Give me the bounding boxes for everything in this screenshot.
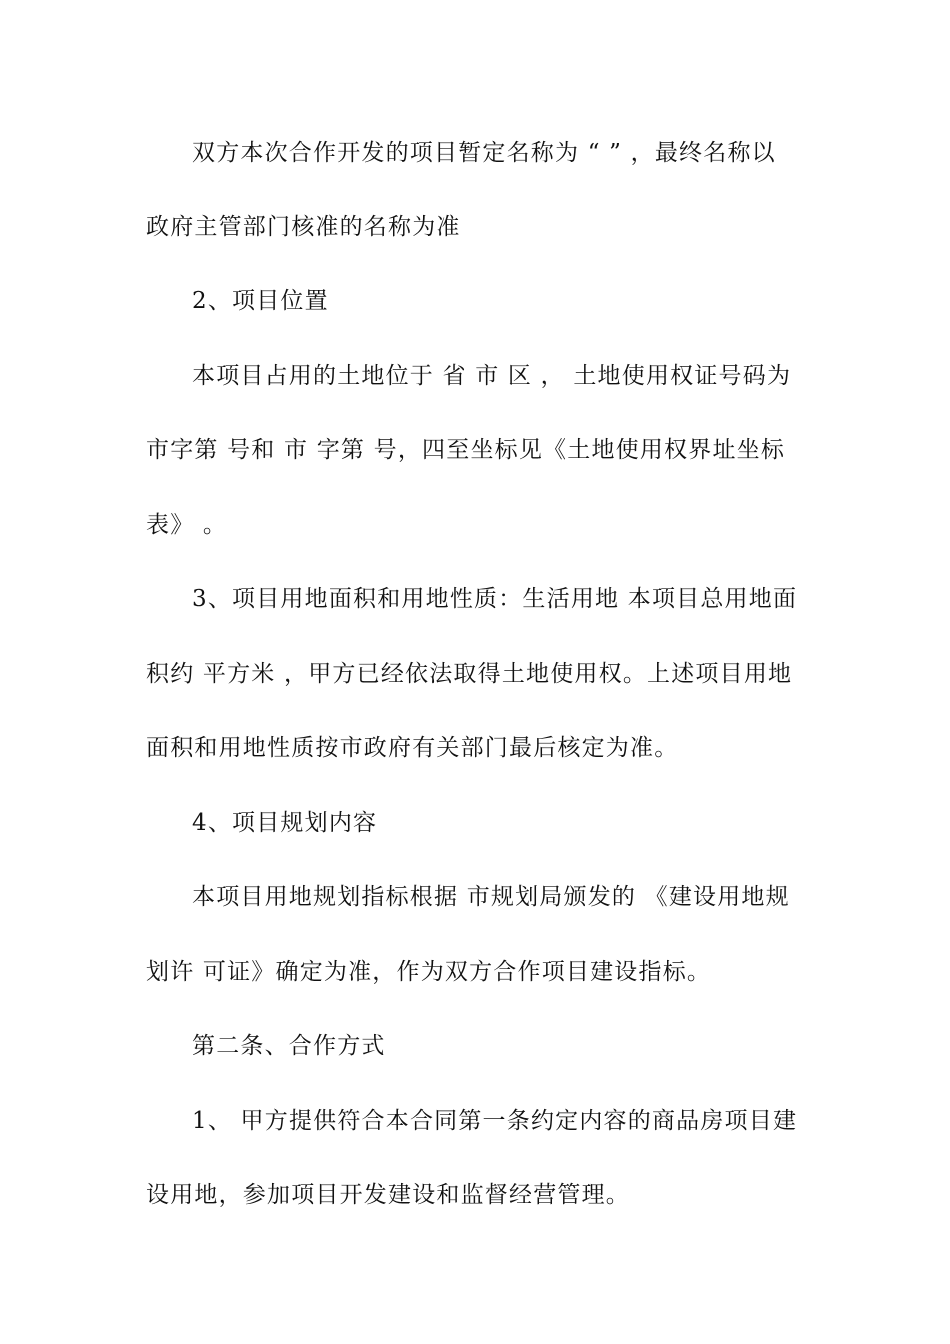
paragraph-line: 本项目用地规划指标根据 市规划局颁发的 《建设用地规 [192, 884, 790, 910]
section-heading: 第二条、合作方式 [192, 1033, 386, 1059]
section-heading: 4、项目规划内容 [192, 810, 378, 836]
paragraph-line: 3、项目用地面积和用地性质：生活用地 本项目总用地面 [192, 586, 798, 612]
paragraph-line: 1、 甲方提供符合本合同第一条约定内容的商品房项目建 [192, 1108, 798, 1134]
paragraph-line: 本项目占用的土地位于 省 市 区 ， 土地使用权证号码为 [192, 363, 792, 389]
paragraph-line: 政府主管部门核准的名称为准 [146, 214, 461, 240]
paragraph-line: 市字第 号和 市 字第 号，四至坐标见《土地使用权界址坐标 [146, 437, 786, 463]
paragraph-line: 面积和用地性质按市政府有关部门最后核定为准。 [146, 735, 679, 761]
paragraph-line: 设用地，参加项目开发建设和监督经营管理。 [146, 1182, 630, 1208]
paragraph-line: 表》 。 [146, 512, 228, 538]
section-heading: 2、项目位置 [192, 288, 329, 314]
paragraph-line: 划许 可证》确定为准，作为双方合作项目建设指标。 [146, 959, 712, 985]
paragraph-line: 积约 平方米 ，甲方已经依法取得土地使用权。上述项目用地 [146, 661, 793, 687]
paragraph-line: 双方本次合作开发的项目暂定名称为 “ ” ，最终名称以 [192, 140, 776, 166]
